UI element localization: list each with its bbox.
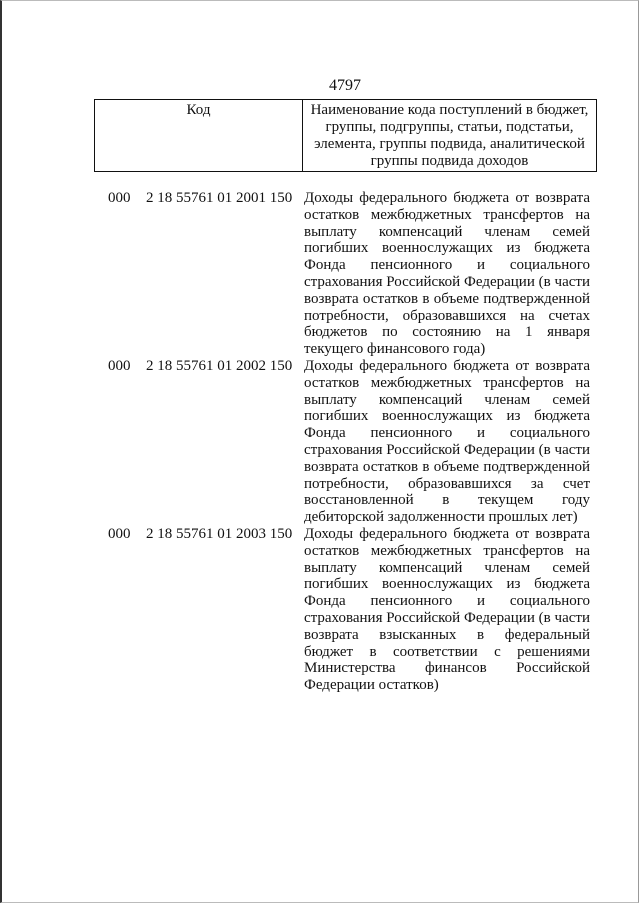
page-number: 4797 <box>329 77 361 94</box>
income-code-cell: 2 18 55761 01 2001 150 <box>146 190 293 206</box>
table-header <box>94 99 597 172</box>
income-name-cell: Доходы федерального бюджета от возврата остатков межбюджетных трансфертов на выплату компенсаций членам семей погибших военнослужащих из бюджета Фонда пенсионного и социального страхования Российской Федерации (в части возврата остатков в объеме подтвержденной потребности, образовавшихся на счетах бюджетов по состоянию на 1 января текущего финансового года) <box>304 190 590 358</box>
income-name-cell: Доходы федерального бюджета от возврата остатков межбюджетных трансфертов на выплату компенсаций членам семей погибших военнослужащих из бюджета Фонда пенсионного и социального страхования Российской Федерации (в части возврата взысканных в федеральный бюджет в соответствии с решениями Министерства финансов Российской Федерации остатков) <box>304 525 590 694</box>
income-name-cell: Доходы федерального бюджета от возврата остатков межбюджетных трансфертов на выплату компенсаций членам семей погибших военнослужащих из бюджета Фонда пенсионного и социального страхования Российской Федерации (в части возврата остатков в объеме подтвержденной потребности, образовавшихся за счет восстановленной в текущем году дебиторской задолженности прошлых лет) <box>304 357 590 526</box>
table-body <box>108 190 590 694</box>
income-code-cell: 2 18 55761 01 2003 150 <box>146 525 293 542</box>
table-row <box>108 526 590 694</box>
table-row <box>108 358 590 526</box>
header-code-column: Код <box>95 100 303 171</box>
income-code-cell: 2 18 55761 01 2002 150 <box>146 357 293 374</box>
admin-code-cell: 000 <box>108 190 131 206</box>
header-name-column: Наименование кода поступлений в бюджет, группы, подгруппы, статьи, подстатьи, элемента, группы подвида, аналитической группы подвида доходов <box>310 102 589 169</box>
admin-code-cell: 000 <box>108 525 131 542</box>
admin-code-cell: 000 <box>108 357 131 374</box>
table-row <box>108 190 590 358</box>
